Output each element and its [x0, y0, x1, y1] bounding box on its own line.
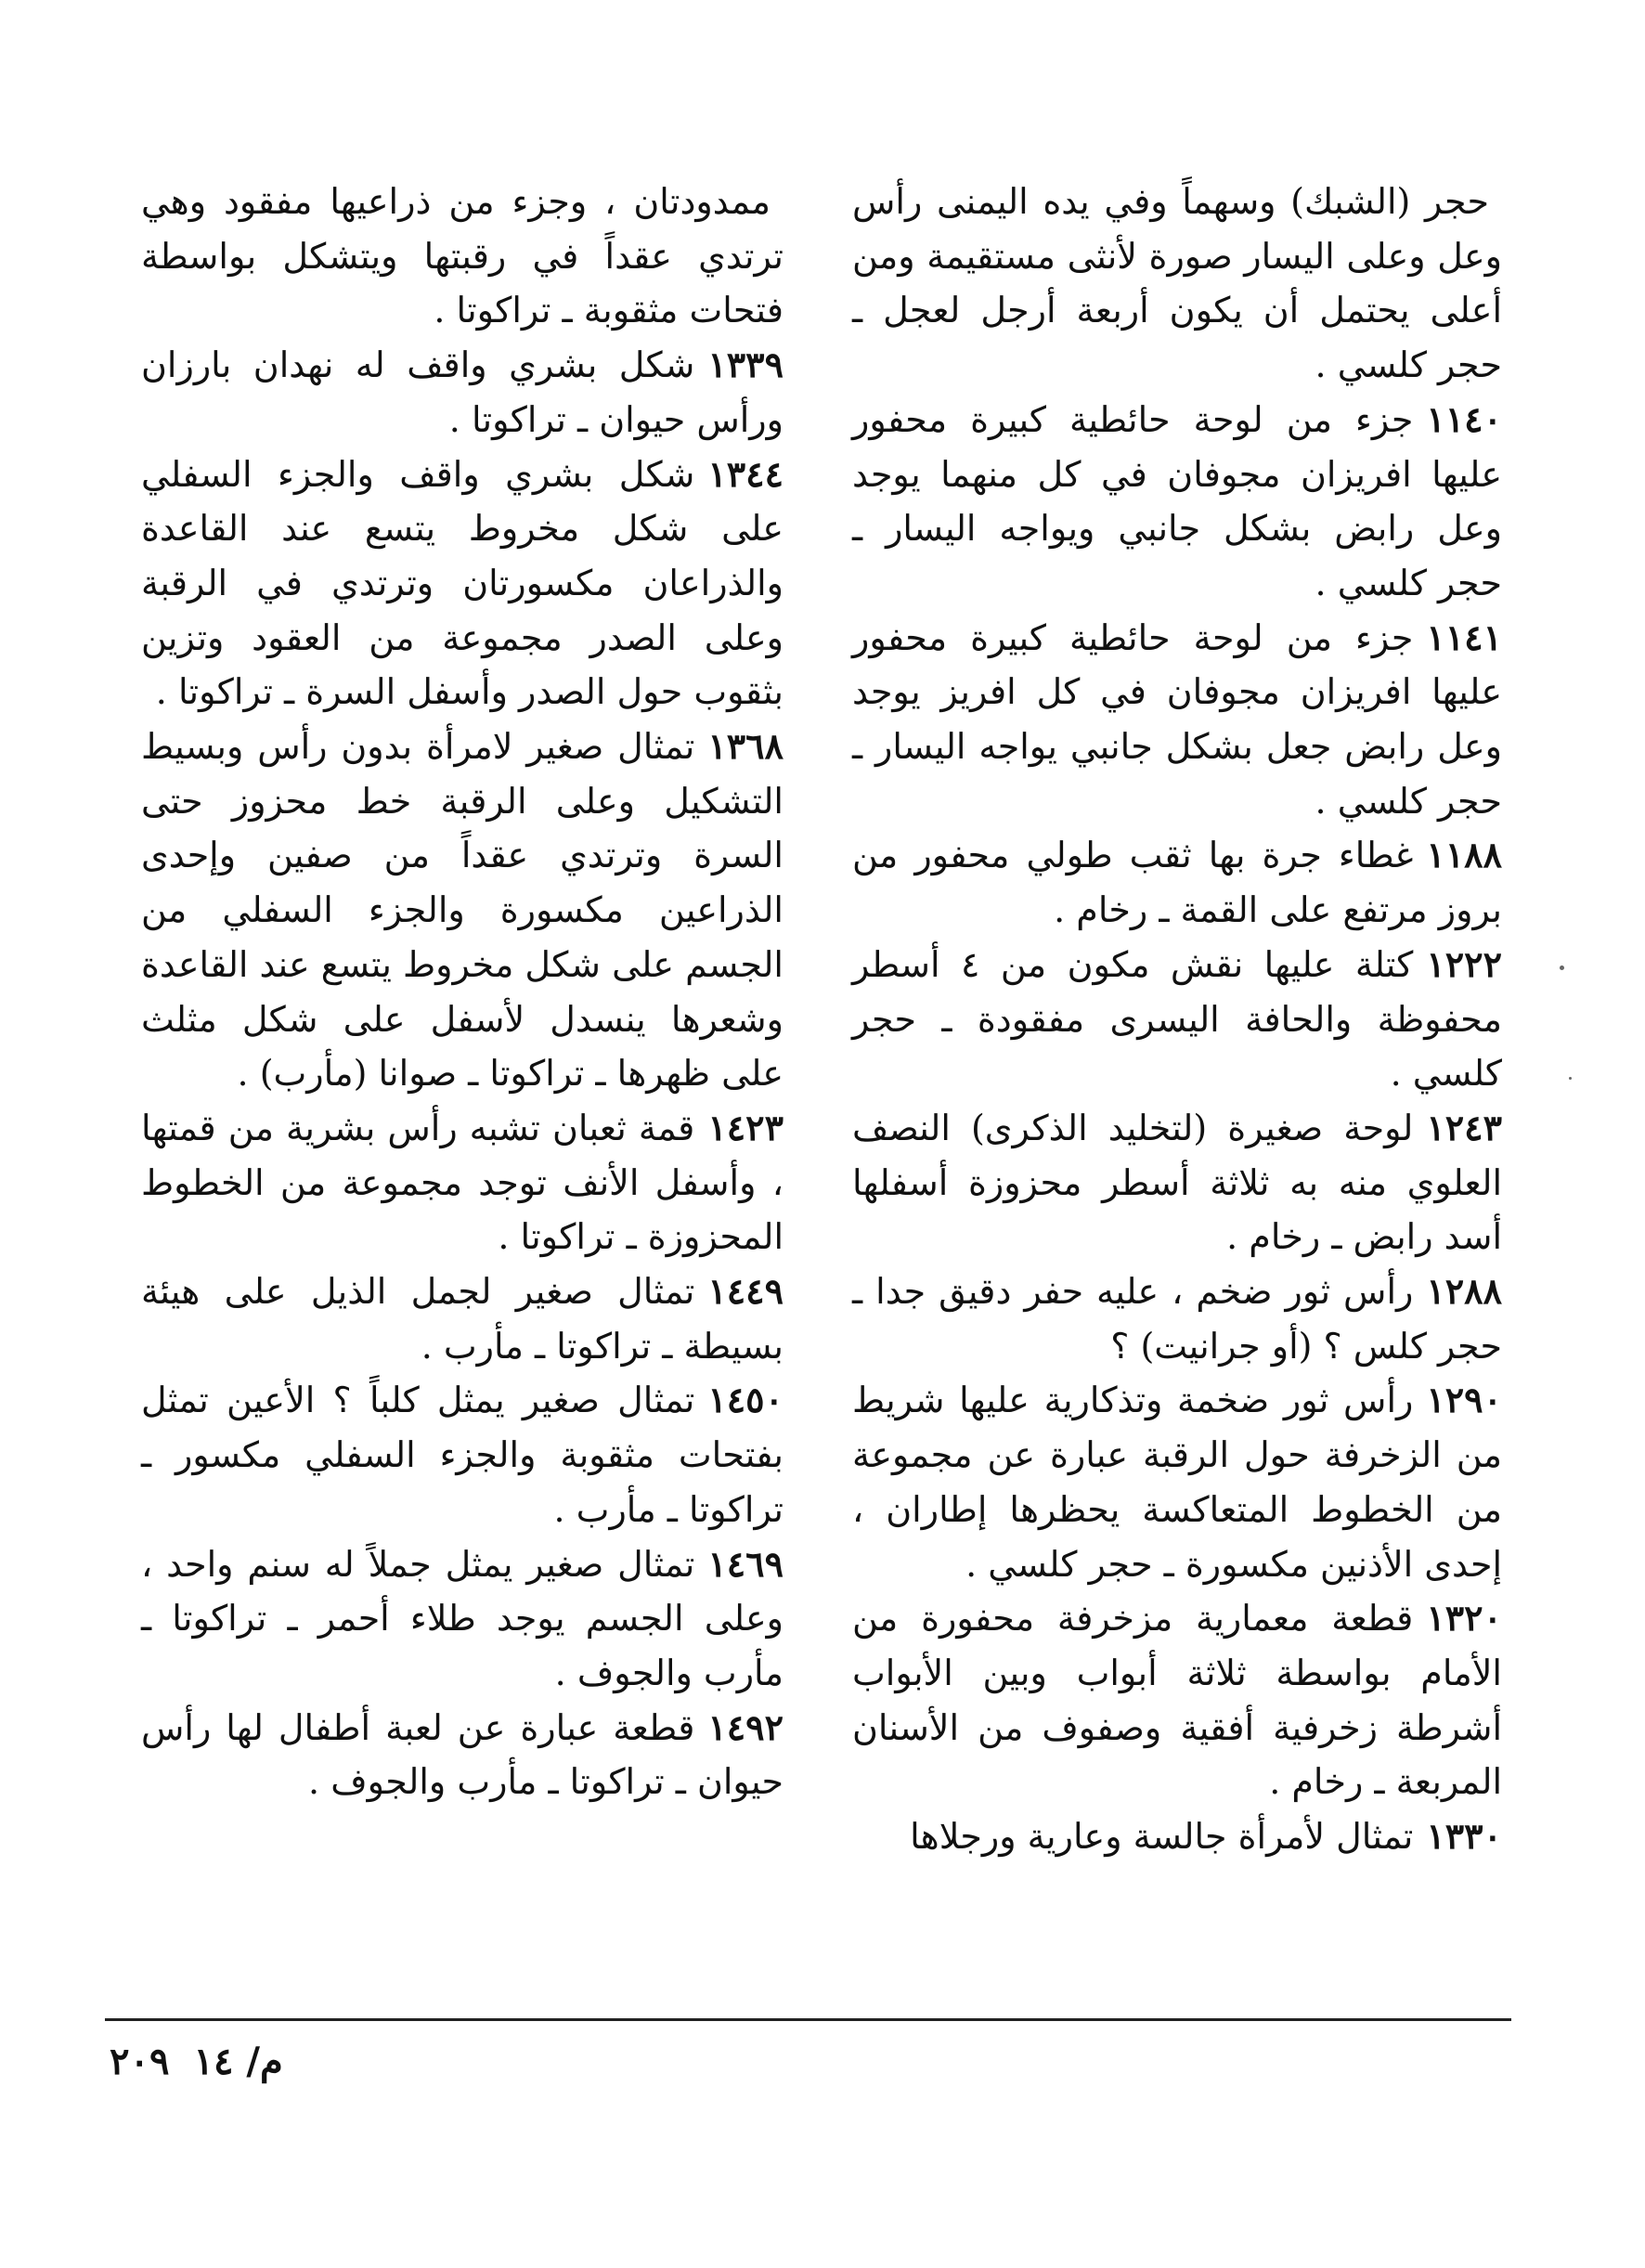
entry-number: ١٣٦٨	[707, 725, 784, 768]
catalog-entry	[852, 828, 1502, 937]
scan-speck	[1569, 1077, 1572, 1080]
catalog-entry	[852, 175, 1502, 393]
signature-mark: م/ ١٤	[193, 2040, 283, 2083]
entry-text: غطاء جرة بها ثقب طولي محفور من بروز مرتفع على القمة ـ رخام .	[852, 835, 1502, 931]
entry-text: رأس ثور ضخم ، عليه حفر دقيق جدا ـ حجر كلس ؟ (أو جرانيت) ؟	[852, 1271, 1502, 1367]
entry-text: قطعة عبارة عن لعبة أطفال لها رأس حيوان ـ تراكوتا ـ مأرب والجوف .	[141, 1706, 784, 1803]
entry-text: تمثال لأمرأة جالسة وعارية ورجلاها	[910, 1816, 1414, 1858]
entry-text: قمة ثعبان تشبه رأس بشرية من قمتها ، وأسفل الأنف توجد مجموعة من الخطوط المحزوزة ـ تراكوتا .	[141, 1107, 784, 1258]
catalog-entry	[852, 611, 1502, 829]
catalog-entry	[852, 1373, 1502, 1591]
footer-divider-rule	[105, 2018, 1511, 2021]
catalog-entry	[852, 1591, 1502, 1809]
catalog-entry	[141, 1264, 784, 1373]
entry-number: ١٣٣٠	[1426, 1815, 1502, 1858]
catalog-entry	[141, 447, 784, 720]
right-text-column	[852, 175, 1502, 1864]
left-text-column	[141, 175, 784, 1809]
entry-text: تمثال صغير يمثل كلباً ؟ الأعين تمثل بفتحات مثقوبة والجزء السفلي مكسور ـ تراكوتا ـ مأرب .	[141, 1380, 784, 1530]
catalog-entry	[141, 175, 784, 338]
entry-text: تمثال صغير لجمل الذيل على هيئة بسيطة ـ تراكوتا ـ مأرب .	[141, 1271, 784, 1367]
entry-text: شكل بشري واقف له نهدان بارزان ورأس حيوان ـ تراكوتا .	[141, 344, 784, 440]
entry-number: ١٣٣٩	[707, 343, 784, 386]
catalog-entry	[141, 1537, 784, 1701]
entry-text: لوحة صغيرة (لتخليد الذكرى) النصف العلوي منه به ثلاثة أسطر محزوزة أسفلها أسد رابض ـ رخام .	[852, 1107, 1502, 1258]
page-number: ٢٠٩	[110, 2040, 170, 2083]
catalog-entry	[852, 938, 1502, 1101]
entry-number: ١٤٤٩	[707, 1270, 784, 1313]
entry-number: ١١٤٠	[1426, 397, 1502, 440]
catalog-entry	[141, 719, 784, 1101]
catalog-entry	[141, 1701, 784, 1809]
entry-text: حجر (الشبك) وسهماً وفي يده اليمنى رأس وعل وعلى اليسار صورة لأنثى مستقيمة ومن أعلى يحتمل أن يكون أربعة أرجل لعجل ـ حجر كلسي .	[852, 181, 1502, 386]
entry-text: شكل بشري واقف والجزء السفلي على شكل مخروط يتسع عند القاعدة والذراعان مكسورتان وترتدي في الرقبة وعلى الصدر مجموعة من العقود وتزين بثقوب حول الصدر وأسفل السرة ـ تراكوتا .	[141, 453, 784, 713]
catalog-entry	[141, 1373, 784, 1536]
entry-number: ١٢٩٠	[1426, 1379, 1502, 1421]
entry-text: تمثال صغير لامرأة بدون رأس وبسيط التشكيل وعلى الرقبة خط محزوز حتى السرة وترتدي عقداً من صفين وإحدى الذراعين مكسورة والجزء السفلي من الجسم على شكل مخروط يتسع عند القاعدة وشعرها ينسدل لأسفل على شكل مثلث على ظهرها ـ تراكوتا ـ صوانا (مأرب) .	[141, 726, 784, 1095]
entry-number: ١٢٨٨	[1426, 1270, 1502, 1313]
entry-number: ١٤٩٢	[707, 1705, 784, 1748]
catalog-entry	[141, 1101, 784, 1264]
entry-number: ١٢٤٣	[1426, 1106, 1502, 1148]
entry-text: جزء من لوحة حائطية كبيرة محفور عليها افريزان مجوفان في كل افريز يوجد وعل رابض جعل بشكل جانبي يواجه اليسار ـ حجر كلسي .	[852, 616, 1502, 822]
catalog-entry	[852, 1101, 1502, 1264]
catalog-entry	[852, 393, 1502, 611]
page-footer	[110, 2040, 283, 2083]
entry-number: ١٤٢٣	[707, 1106, 784, 1148]
entry-text: قطعة معمارية مزخرفة محفورة من الأمام بواسطة ثلاثة أبواب وبين الأبواب أشرطة زخرفية أفقية وصفوف من الأسنان المربعة ـ رخام .	[852, 1598, 1502, 1803]
scan-speck	[1560, 966, 1564, 970]
entry-number: ١٢٢٢	[1426, 942, 1502, 985]
entry-text: جزء من لوحة حائطية كبيرة محفور عليها افريزان مجوفان في كل منهما يوجد وعل رابض بشكل جانبي ويواجه اليسار ـ حجر كلسي .	[852, 398, 1502, 603]
catalog-entry	[852, 1264, 1502, 1373]
entry-text: تمثال صغير يمثل جملاً له سنم واحد ، وعلى الجسم يوجد طلاء أحمر ـ تراكوتا ـ مأرب والجوف .	[141, 1543, 784, 1693]
entry-text: رأس ثور ضخمة وتذكارية عليها شريط من الزخرفة حول الرقبة عبارة عن مجموعة من الخطوط المتعاكسة يحظرها إطاران ، إحدى الأذنين مكسورة ـ حجر كلسي .	[852, 1380, 1502, 1585]
entry-number: ١٤٥٠	[707, 1379, 784, 1421]
entry-number: ١١٤١	[1426, 616, 1502, 658]
entry-number: ١٣٢٠	[1426, 1597, 1502, 1639]
entry-number: ١١٨٨	[1426, 834, 1502, 876]
catalog-entry	[852, 1809, 1502, 1864]
entry-text: ممدودتان ، وجزء من ذراعيها مفقود وهي ترتدي عقداً في رقبتها ويتشكل بواسطة فتحات مثقوبة ـ تراكوتا .	[141, 181, 784, 331]
entry-number: ١٤٦٩	[707, 1542, 784, 1585]
entry-number: ١٣٤٤	[707, 452, 784, 495]
catalog-entry	[141, 338, 784, 447]
entry-text: كتلة عليها نقش مكون من ٤ أسطر محفوظة والحافة اليسرى مفقودة ـ حجر كلسي .	[852, 943, 1502, 1095]
